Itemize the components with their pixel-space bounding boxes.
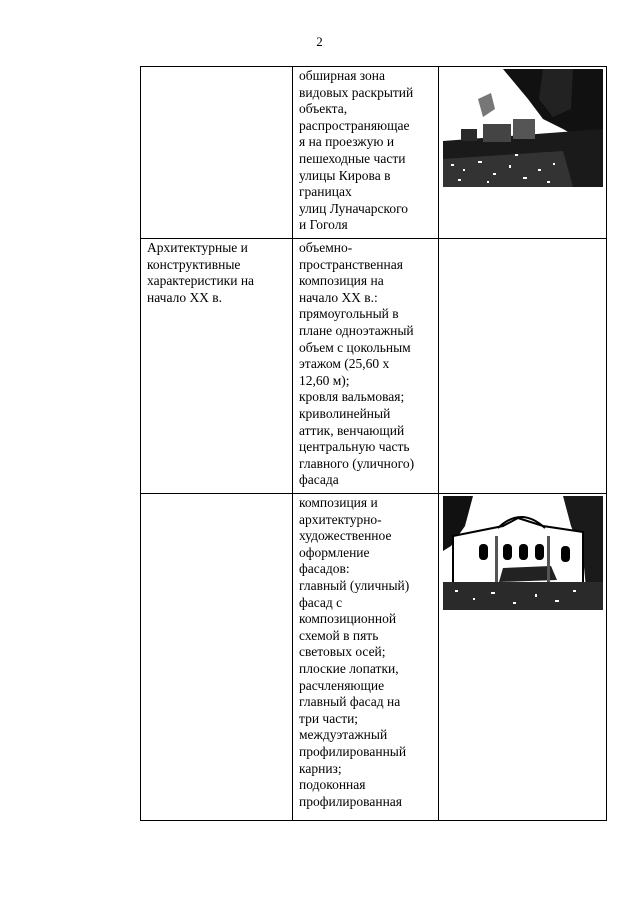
facade-photo <box>443 496 603 610</box>
table-row <box>141 239 607 494</box>
table-row <box>141 67 607 239</box>
row-label <box>141 494 293 821</box>
row-description: обширная зона видовых раскрытий объекта, распространяющае я на проезжую и пешеходные части улицы Кирова в границах улиц Луначарского и Гоголя <box>293 67 439 239</box>
page-number: 2 <box>316 34 323 49</box>
empty-cell <box>439 239 607 494</box>
monument-characteristics-table <box>140 66 607 821</box>
photo-cell <box>439 494 607 821</box>
street-photo <box>443 69 603 187</box>
photo-cell <box>439 67 607 239</box>
row-description: объемно- пространственная композиция на начало XX в.: прямоугольный в плане одноэтажный объем с цокольным этажом (25,60 х 12,60 м); кровля вальмовая; криволинейный аттик, венчающий центральную часть главного (уличного) фасада <box>293 239 439 494</box>
row-description: композиция и архитектурно- художественное оформление фасадов: главный (уличный) фасад с композиционной схемой в пять световых осей; плоские лопатки, расчленяющие главный фасад на три части; междуэтажный профилированный карниз; подоконная профилированная <box>293 494 439 821</box>
table-row <box>141 494 607 821</box>
row-label <box>141 67 293 239</box>
row-label: Архитектурные и конструктивные характеристики на начало XX в. <box>141 239 293 494</box>
